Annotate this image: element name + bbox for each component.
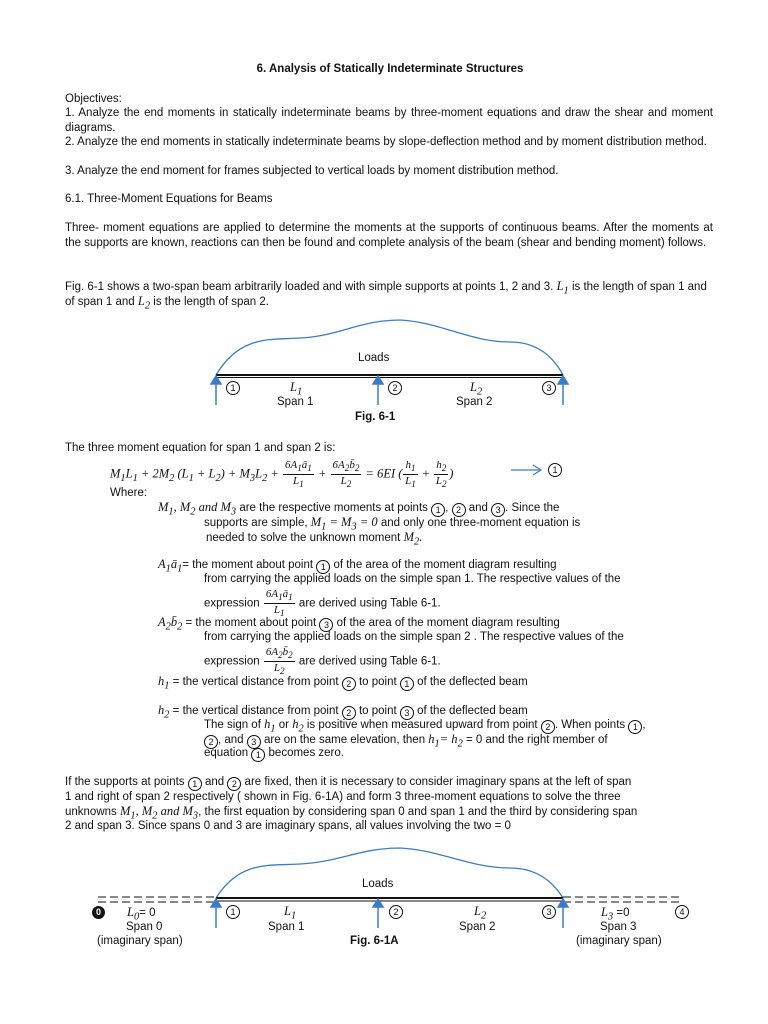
objective-3: 3. Analyze the end moment for frames subjected to vertical loads by moment distribution method. [65, 165, 559, 177]
fig1-loads-label: Loads [358, 352, 390, 364]
fig1-span1-label: Span 1 [277, 396, 314, 408]
para3-line-1: If the supports at points 1 and 2 are fixed, then it is necessary to consider imaginary spans at the left of span [65, 776, 632, 789]
def-a2-line-2: from carrying the applied loads on the simple span 2 . The respective values of the [204, 631, 624, 643]
fig1-l2-label: $L_2$ [470, 380, 483, 398]
def-a1-line-1: $A_1ā_1=$ the moment about point 1 of the area of the moment diagram resulting [158, 557, 557, 575]
def-h1: $h_1$ = the vertical distance from point 2 to point 1 of the deflected beam [158, 674, 528, 692]
def-moments-line-1: $M_1$, $M_2$ and $M_3$ are the respective moments at points 1 , 2 and 3 . Since the [158, 500, 560, 518]
fig1-point-1: 1 [226, 381, 240, 395]
fig1-point-2: 2 [388, 381, 402, 395]
section-heading: 6.1. Three-Moment Equations for Beams [65, 193, 273, 205]
section-paragraph-2-line-2: of span 1 and $L_2$ is the length of span 2. [65, 294, 269, 312]
equation-intro: The three moment equation for span 1 and span 2 is: [65, 442, 336, 454]
fig2-l3-label: $L_3 =0$ [601, 905, 630, 923]
fig2-l2-label: $L_2$ [474, 904, 487, 922]
fig1-caption: Fig. 6-1 [355, 411, 396, 423]
def-moments-line-3: needed to solve the unknown moment $M_2$. [206, 530, 423, 548]
objective-2: 2. Analyze the end moments in statically indeterminate beams by slope-deflection method and by moment distribution method. [65, 136, 707, 148]
fig2-l0-label: $L_0= 0$ [127, 905, 156, 923]
def-a2-line-1: $A_2b̄_2$ = the moment about point 3 of the area of the moment diagram resulting [158, 615, 560, 633]
fig2-span1-label: Span 1 [268, 921, 305, 933]
fig2-point-4: 4 [675, 905, 689, 919]
def-a2-line-3: expression $\frac{6A_2b̄_2}{L_2}$ are derived using Table 6-1. [204, 646, 441, 677]
fig1-point-3: 3 [542, 381, 556, 395]
three-moment-equation: $M_1L_1 + 2M_2$ $(L_1 + L_2) + M_3L_2$ + $\frac{6A_1ā_1}{L_1}$ + $\frac{6A_2b̄_2}{L_2}$ = 6EI ( $\frac{h_1}{L_1}$ + $\frac{h_2}{L_2}$ ) [110, 459, 454, 490]
fig1-span2-label: Span 2 [456, 396, 493, 408]
section-paragraph-1: Three- moment equations are applied to determine the moments at the supports of continuous beams. After the moments at the supports are known, reactions can then be found and complete analysis of the beam (shear and bending moment) follows. [65, 222, 713, 249]
fig2-span0-label: Span 0 [126, 921, 163, 933]
para3-line-3: unknowns $M_1$, $M_2$ and $M_3$, the first equation by considering span 0 and span 1 and the third by considering span [65, 804, 638, 822]
para3-line-2: 1 and right of span 2 respectively ( shown in Fig. 6-1A) and form 3 three-moment equations to solve the three [65, 791, 621, 803]
fig2-span3-label: Span 3 [600, 921, 637, 933]
def-a1-line-3: expression $\frac{6A_1ā_1}{L_1}$ are derived using Table 6-1. [204, 588, 441, 619]
fig2-span2-label: Span 2 [459, 921, 496, 933]
fig1-l1-label: $L_1$ [290, 380, 303, 398]
fig2-imag0-label: (imaginary span) [97, 935, 183, 947]
section-paragraph-2-line-1: Fig. 6-1 shows a two-span beam arbitrarily loaded and with simple supports at points 1, 2 and 3. $L_1$ is the length of span 1 and [65, 279, 707, 297]
para3-line-4: 2 and span 3. Since spans 0 and 3 are imaginary spans, all values involving the two = 0 [65, 820, 511, 832]
equation-number: 1 [548, 463, 562, 477]
objectives-heading: Objectives: [65, 93, 122, 105]
fig2-point-1: 1 [226, 905, 240, 919]
fig2-point-2: 2 [389, 905, 403, 919]
def-a1-line-2: from carrying the applied loads on the simple span 1. The respective values of the [204, 573, 621, 585]
def-sign-line-2: 2 , and 3 are on the same elevation, then $h_1= h_2 = 0$ and the right member of [204, 732, 608, 752]
fig2-point-3: 3 [542, 905, 556, 919]
fig2-caption: Fig. 6-1A [350, 935, 399, 947]
def-h2: $h_2$ = the vertical distance from point 2 to point 3 of the deflected beam [158, 703, 528, 721]
fig2-l1-label: $L_1$ [284, 904, 297, 922]
def-sign-line-1: The sign of $h_1$ or $h_2$ is positive when measured upward from point 2 . When points 1 , [204, 717, 646, 735]
def-sign-line-3: equation 1 becomes zero. [204, 747, 344, 760]
fig2-point-0: 0 [92, 906, 105, 919]
page-title: 6. Analysis of Statically Indeterminate Structures [256, 63, 524, 75]
fig2-loads-label: Loads [362, 878, 394, 890]
objective-1: 1. Analyze the end moments in statically indeterminate beams by three-moment equations and draw the shear and moment diagrams. [65, 107, 713, 134]
def-moments-line-2: supports are simple, $M_1 = M_3 = 0$ and only one three-moment equation is [204, 515, 581, 533]
fig2-imag3-label: (imaginary span) [576, 935, 662, 947]
where-label: Where: [110, 487, 148, 499]
